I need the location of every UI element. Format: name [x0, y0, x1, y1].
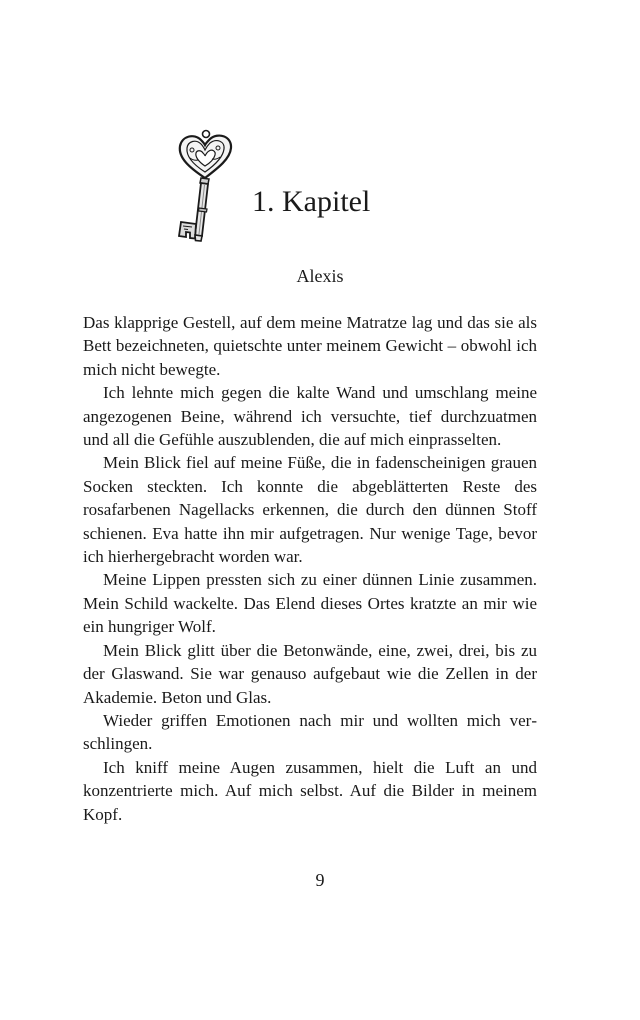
page-number: 9 — [315, 870, 325, 890]
chapter-title: 1. Kapitel — [252, 185, 371, 218]
paragraph: Ich kniff meine Augen zusammen, hielt die Luft an und konzentrierte mich. Auf mich selbst. Auf die Bilder in meinem Kopf. — [83, 757, 537, 824]
chapter-pov-name: Alexis — [296, 266, 344, 286]
paragraph: Das klapprige Gestell, auf dem meine Matratze lag und das sie als Bett bezeichneten, quietschte unter meinem Gewicht – obwohl ich mich nicht bewegte. — [83, 313, 537, 379]
paragraph: Mein Blick glitt über die Betonwände, eine, zwei, drei, bis zu der Glaswand. Sie war genauso aufgebaut wie die Zellen in der Akademie. Beton und Glas. — [83, 640, 537, 707]
paragraph: Ich lehnte mich gegen die kalte Wand und umschlang meine angezogenen Beine, während ich versuchte, tief durchzuatmen und all die Gefühle auszublenden, die auf mich einprasselten. — [83, 383, 537, 450]
chapter-body-text — [83, 311, 537, 826]
heart-key-icon — [168, 128, 242, 254]
paragraph: Meine Lippen pressten sich zu einer dünnen Linie zusammen. Mein Schild wackelte. Das Elend dieses Ortes kratzte an mir wie ein hungriger Wolf. — [83, 570, 537, 637]
paragraph: Wieder griffen Emotionen nach mir und wollten mich verschlingen. — [83, 710, 537, 754]
paragraph: Mein Blick fiel auf meine Füße, die in fadenscheinigen grauen Socken steckten. Ich konnte die abgeblätterten Reste des rosafarbenen Nagellacks erkennen, die durch den dünnen Stoff schienen. Eva hatte ihn mir aufgetragen. Nur wenige Tage, bevor ich hierhergebracht worden war. — [83, 453, 537, 567]
